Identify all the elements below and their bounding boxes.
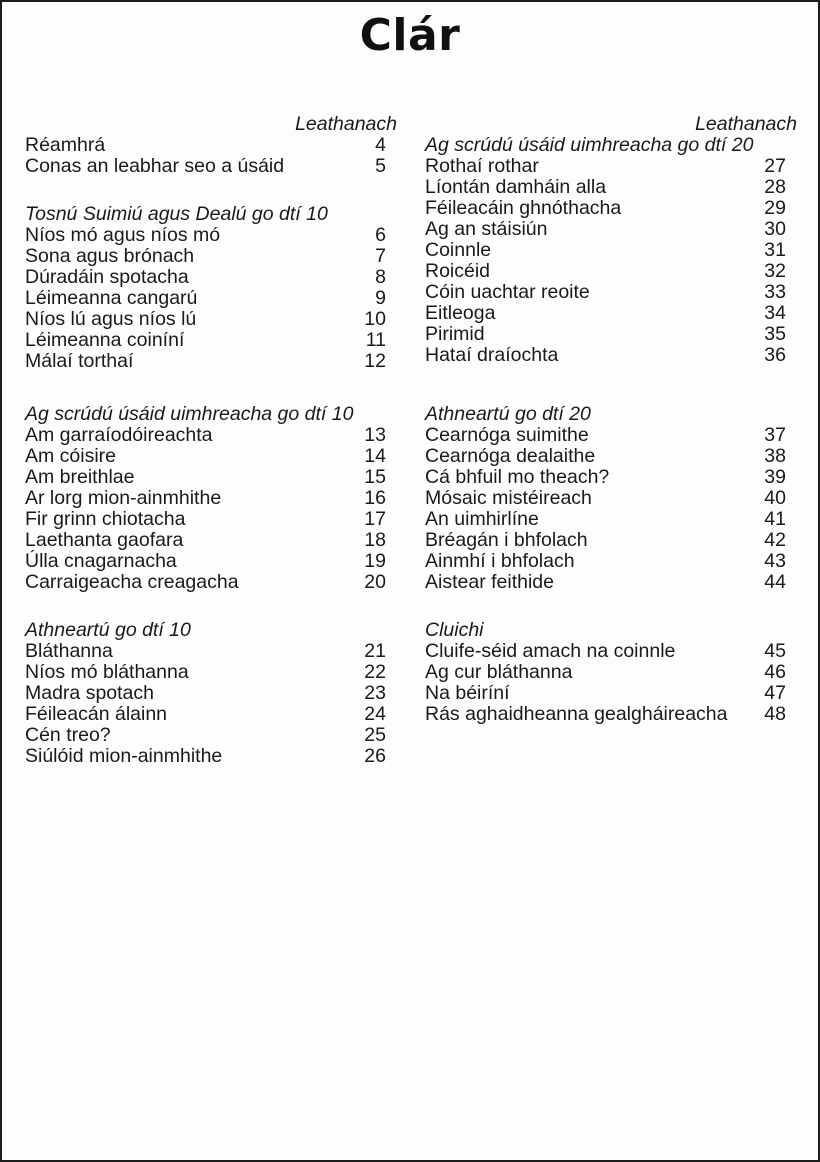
- toc-entry-page-number: 8: [375, 266, 386, 288]
- toc-entry-label: Conas an leabhar seo a úsáid: [25, 155, 285, 177]
- toc-row: [425, 345, 797, 366]
- toc-entry-page-number: 16: [364, 487, 386, 509]
- toc-entry-label: Cén treo?: [25, 724, 111, 746]
- section-heading: Tosnú Suimiú agus Dealú go dtí 10: [25, 203, 328, 225]
- toc-entry-page-number: 17: [364, 508, 386, 530]
- toc-entry-page-number: 6: [375, 224, 386, 246]
- toc-row: [25, 330, 397, 351]
- toc-entry-label: Cá bhfuil mo theach?: [425, 466, 610, 488]
- toc-row: [25, 446, 397, 467]
- toc-row: [25, 746, 397, 767]
- toc-entry-label: Na béiríní: [425, 682, 510, 704]
- toc-row: [25, 156, 397, 177]
- toc-row: [25, 641, 397, 662]
- toc-entry-label: Am cóisire: [25, 445, 117, 467]
- toc-entry-page-number: 14: [364, 445, 386, 467]
- toc-row: [25, 351, 397, 372]
- toc-entry-label: Bláthanna: [25, 640, 113, 662]
- toc-entry-label: Cearnóga dealaithe: [425, 445, 596, 467]
- toc-entry-page-number: 45: [764, 640, 786, 662]
- toc-entry-page-number: 22: [364, 661, 386, 683]
- toc-section: [25, 204, 397, 372]
- toc-entry-page-number: 13: [364, 424, 386, 446]
- section-heading: Athneartú go dtí 20: [425, 403, 591, 425]
- toc-entry-label: Rás aghaidheanna gealgháireacha: [425, 703, 728, 725]
- toc-entry-label: Líontán damháin alla: [425, 176, 607, 198]
- toc-entry-label: Féileacáin ghnóthacha: [425, 197, 622, 219]
- toc-row: [425, 198, 797, 219]
- toc-entry-page-number: 36: [764, 344, 786, 366]
- toc-row: [25, 467, 397, 488]
- toc-entry-page-number: 43: [764, 550, 786, 572]
- toc-entry-label: Aistear feithide: [425, 571, 554, 593]
- toc-entry-page-number: 38: [764, 445, 786, 467]
- toc-row: [25, 662, 397, 683]
- toc-row: [425, 704, 797, 725]
- toc-entry-page-number: 26: [364, 745, 386, 767]
- toc-row: [25, 704, 397, 725]
- toc-entry-page-number: 34: [764, 302, 786, 324]
- toc-row: [25, 288, 397, 309]
- toc-entry-page-number: 19: [364, 550, 386, 572]
- toc-row: [425, 282, 797, 303]
- toc-entry-page-number: 25: [364, 724, 386, 746]
- toc-entry-page-number: 15: [364, 466, 386, 488]
- toc-entry-page-number: 5: [375, 155, 386, 177]
- toc-entry-page-number: 7: [375, 245, 386, 267]
- toc-entry-label: Am garraíodóireachta: [25, 424, 213, 446]
- toc-row: [425, 446, 797, 467]
- toc-section: [25, 404, 397, 593]
- section-heading: Athneartú go dtí 10: [25, 619, 191, 641]
- toc-entry-page-number: 40: [764, 487, 786, 509]
- toc-sections-right: [425, 135, 797, 725]
- toc-entry-label: Níos mó agus níos mó: [25, 224, 221, 246]
- toc-entry-label: Féileacán álainn: [25, 703, 168, 725]
- toc-entry-label: An uimhirlíne: [425, 508, 539, 530]
- toc-row: [25, 309, 397, 330]
- toc-entry-label: Rothaí rothar: [425, 155, 539, 177]
- toc-entry-label: Am breithlae: [25, 466, 135, 488]
- toc-entry-label: Siúlóid mion-ainmhithe: [25, 745, 223, 767]
- toc-row: [25, 246, 397, 267]
- toc-entry-label: Réamhrá: [25, 134, 106, 156]
- toc-entry-label: Ag an stáisiún: [425, 218, 548, 240]
- toc-row: [25, 572, 397, 593]
- toc-row: [425, 240, 797, 261]
- toc-entry-label: Pirimid: [425, 323, 485, 345]
- toc-row: [425, 303, 797, 324]
- toc-entry-label: Léimeanna cangarú: [25, 287, 198, 309]
- toc-entry-page-number: 39: [764, 466, 786, 488]
- toc-entry-page-number: 42: [764, 529, 786, 551]
- toc-row: [425, 425, 797, 446]
- toc-entry-label: Dúradáin spotacha: [25, 266, 189, 288]
- toc-entry-label: Ag cur bláthanna: [425, 661, 573, 683]
- toc-entry-label: Roicéid: [425, 260, 491, 282]
- toc-entry-page-number: 31: [764, 239, 786, 261]
- toc-entry-page-number: 33: [764, 281, 786, 303]
- toc-entry-page-number: 41: [764, 508, 786, 530]
- toc-entry-page-number: 12: [364, 350, 386, 372]
- toc-entry-label: Laethanta gaofara: [25, 529, 184, 551]
- toc-entry-label: Madra spotach: [25, 682, 154, 704]
- toc-row: [425, 261, 797, 282]
- page-number-column-header-left: Leathanach: [295, 113, 397, 135]
- toc-entry-page-number: 44: [764, 571, 786, 593]
- toc-entry-page-number: 48: [764, 703, 786, 725]
- toc-section: [25, 135, 397, 177]
- toc-row: [425, 467, 797, 488]
- toc-row: [25, 530, 397, 551]
- toc-row: [425, 641, 797, 662]
- toc-entry-label: Fir grinn chiotacha: [25, 508, 186, 530]
- toc-row: [425, 662, 797, 683]
- toc-row: [25, 488, 397, 509]
- toc-entry-label: Léimeanna coiníní: [25, 329, 185, 351]
- toc-section: [425, 135, 797, 366]
- toc-row: [25, 509, 397, 530]
- toc-entry-page-number: 35: [764, 323, 786, 345]
- toc-entry-label: Carraigeacha creagacha: [25, 571, 239, 593]
- toc-entry-label: Cearnóga suimithe: [425, 424, 589, 446]
- section-heading: Ag scrúdú úsáid uimhreacha go dtí 10: [25, 403, 354, 425]
- toc-row: [25, 267, 397, 288]
- toc-row: [425, 572, 797, 593]
- toc-row: [25, 725, 397, 746]
- toc-column-left: [25, 114, 397, 767]
- toc-row: [425, 177, 797, 198]
- page-title: Clár: [359, 10, 461, 61]
- toc-section: [425, 620, 797, 725]
- toc-entry-page-number: 27: [764, 155, 786, 177]
- toc-entry-page-number: 32: [764, 260, 786, 282]
- toc-row: [425, 324, 797, 345]
- toc-entry-label: Cluife-séid amach na coinnle: [425, 640, 676, 662]
- toc-entry-page-number: 4: [375, 134, 386, 156]
- toc-entry-label: Sona agus brónach: [25, 245, 195, 267]
- toc-entry-page-number: 11: [365, 329, 386, 351]
- toc-row: [425, 219, 797, 240]
- toc-row: [425, 551, 797, 572]
- toc-entry-page-number: 18: [364, 529, 386, 551]
- toc-entry-label: Níos mó bláthanna: [25, 661, 189, 683]
- toc-entry-label: Úlla cnagarnacha: [25, 550, 177, 572]
- toc-row: [425, 156, 797, 177]
- toc-entry-page-number: 29: [764, 197, 786, 219]
- toc-entry-page-number: 47: [764, 682, 786, 704]
- toc-entry-label: Málaí torthaí: [25, 350, 134, 372]
- toc-entry-label: Ainmhí i bhfolach: [425, 550, 575, 572]
- toc-row: [25, 683, 397, 704]
- toc-row: [25, 425, 397, 446]
- toc-column-right: [425, 114, 797, 725]
- toc-entry-label: Níos lú agus níos lú: [25, 308, 197, 330]
- toc-row: [25, 551, 397, 572]
- toc-entry-page-number: 37: [764, 424, 786, 446]
- toc-row: [425, 488, 797, 509]
- toc-entry-page-number: 10: [364, 308, 386, 330]
- toc-row: [25, 135, 397, 156]
- toc-row: [425, 509, 797, 530]
- toc-entry-page-number: 20: [364, 571, 386, 593]
- toc-entry-label: Coinnle: [425, 239, 492, 261]
- section-heading: Cluichi: [425, 619, 484, 641]
- toc-entry-label: Bréagán i bhfolach: [425, 529, 588, 551]
- section-heading: Ag scrúdú úsáid uimhreacha go dtí 20: [425, 134, 754, 156]
- toc-section: [25, 620, 397, 767]
- toc-entry-page-number: 23: [364, 682, 386, 704]
- toc-row: [425, 530, 797, 551]
- toc-entry-page-number: 9: [375, 287, 386, 309]
- toc-sections-left: [25, 135, 397, 767]
- toc-entry-page-number: 21: [364, 640, 386, 662]
- toc-entry-page-number: 46: [764, 661, 786, 683]
- toc-entry-label: Hataí draíochta: [425, 344, 559, 366]
- toc-entry-label: Ar lorg mion-ainmhithe: [25, 487, 222, 509]
- toc-entry-label: Cóin uachtar reoite: [425, 281, 590, 303]
- page-number-column-header-right: Leathanach: [695, 113, 797, 135]
- toc-entry-label: Eitleoga: [425, 302, 496, 324]
- toc-entry-label: Mósaic mistéireach: [425, 487, 592, 509]
- toc-row: [25, 225, 397, 246]
- toc-row: [425, 683, 797, 704]
- toc-section: [425, 404, 797, 593]
- toc-entry-page-number: 28: [764, 176, 786, 198]
- toc-entry-page-number: 24: [364, 703, 386, 725]
- toc-entry-page-number: 30: [764, 218, 786, 240]
